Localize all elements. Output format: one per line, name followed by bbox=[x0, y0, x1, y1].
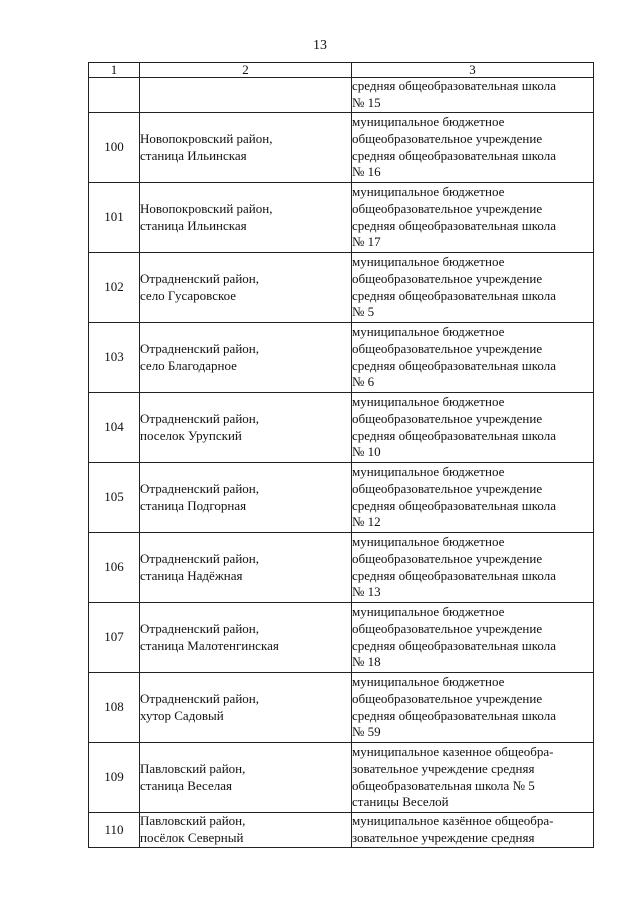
location-line: Отрадненский район, bbox=[140, 480, 259, 496]
column-header-1: 1 bbox=[89, 63, 140, 78]
location-line: Новопокровский район, bbox=[140, 130, 273, 146]
description-line: общеобразовательное учреждение bbox=[352, 340, 543, 356]
location-line: станица Надёжная bbox=[140, 567, 243, 583]
row-location bbox=[140, 253, 352, 323]
row-description bbox=[352, 113, 594, 183]
description-line: средняя общеобразовательная школа bbox=[352, 147, 556, 163]
table-row bbox=[89, 743, 594, 813]
description-line: общеобразовательное учреждение bbox=[352, 550, 543, 566]
description-line: № 16 bbox=[352, 164, 381, 180]
description-line: муниципальное бюджетное bbox=[352, 254, 505, 270]
row-description bbox=[352, 533, 594, 603]
location-line: Павловский район, bbox=[140, 813, 246, 829]
row-location bbox=[140, 813, 352, 848]
location-line: Павловский район, bbox=[140, 760, 246, 776]
row-number bbox=[89, 78, 140, 113]
table-row bbox=[89, 673, 594, 743]
row-description bbox=[352, 253, 594, 323]
row-location bbox=[140, 183, 352, 253]
row-number: 101 bbox=[89, 183, 140, 253]
row-description bbox=[352, 673, 594, 743]
table-row bbox=[89, 603, 594, 673]
column-header-3: 3 bbox=[352, 63, 594, 78]
description-line: общеобразовательное учреждение bbox=[352, 410, 543, 426]
location-line: село Благодарное bbox=[140, 357, 237, 373]
description-line: № 6 bbox=[352, 374, 375, 390]
row-number: 108 bbox=[89, 673, 140, 743]
column-header-2: 2 bbox=[140, 63, 352, 78]
row-location bbox=[140, 603, 352, 673]
description-line: средняя общеобразовательная школа bbox=[352, 357, 556, 373]
description-line: средняя общеобразовательная школа bbox=[352, 707, 556, 723]
description-line: общеобразовательное учреждение bbox=[352, 200, 543, 216]
description-line: средняя общеобразовательная школа bbox=[352, 567, 556, 583]
row-location bbox=[140, 78, 352, 113]
location-line: Отрадненский район, bbox=[140, 620, 259, 636]
description-line: муниципальное казённое общеобра- bbox=[352, 813, 554, 829]
row-location bbox=[140, 323, 352, 393]
location-line: Отрадненский район, bbox=[140, 690, 259, 706]
row-description bbox=[352, 813, 594, 848]
location-line: Отрадненский район, bbox=[140, 270, 259, 286]
row-number: 106 bbox=[89, 533, 140, 603]
description-line: муниципальное бюджетное bbox=[352, 114, 505, 130]
table-header-row bbox=[89, 63, 594, 78]
row-location bbox=[140, 463, 352, 533]
row-description bbox=[352, 393, 594, 463]
row-number: 109 bbox=[89, 743, 140, 813]
table-row bbox=[89, 463, 594, 533]
location-line: Новопокровский район, bbox=[140, 200, 273, 216]
description-line: зовательное учреждение средняя bbox=[352, 760, 535, 776]
row-description bbox=[352, 463, 594, 533]
location-line: станица Веселая bbox=[140, 777, 232, 793]
table-row bbox=[89, 113, 594, 183]
row-number: 104 bbox=[89, 393, 140, 463]
description-line: общеобразовательное учреждение bbox=[352, 130, 543, 146]
description-line: муниципальное бюджетное bbox=[352, 674, 505, 690]
description-line: № 17 bbox=[352, 234, 381, 250]
row-location bbox=[140, 673, 352, 743]
description-line: зовательное учреждение средняя bbox=[352, 830, 535, 845]
description-line: муниципальное казенное общеобра- bbox=[352, 744, 554, 760]
location-line: посёлок Северный bbox=[140, 830, 244, 845]
table-row bbox=[89, 323, 594, 393]
row-number: 107 bbox=[89, 603, 140, 673]
description-line: № 12 bbox=[352, 514, 381, 530]
table-row bbox=[89, 813, 594, 848]
location-line: Отрадненский район, bbox=[140, 550, 259, 566]
row-description bbox=[352, 323, 594, 393]
row-location bbox=[140, 533, 352, 603]
description-line: № 15 bbox=[352, 95, 381, 110]
table-row bbox=[89, 253, 594, 323]
location-line: станица Малотенгинская bbox=[140, 637, 279, 653]
description-line: общеобразовательное учреждение bbox=[352, 620, 543, 636]
description-line: муниципальное бюджетное bbox=[352, 604, 505, 620]
row-number: 103 bbox=[89, 323, 140, 393]
description-line: № 10 bbox=[352, 444, 381, 460]
description-line: средняя общеобразовательная школа bbox=[352, 217, 556, 233]
row-description bbox=[352, 78, 594, 113]
description-line: общеобразовательное учреждение bbox=[352, 270, 543, 286]
description-line: муниципальное бюджетное bbox=[352, 324, 505, 340]
table-row bbox=[89, 183, 594, 253]
row-description bbox=[352, 183, 594, 253]
description-line: средняя общеобразовательная школа bbox=[352, 427, 556, 443]
row-number: 102 bbox=[89, 253, 140, 323]
page-number: 13 bbox=[313, 38, 327, 53]
description-line: № 13 bbox=[352, 584, 381, 600]
description-line: общеобразовательное учреждение bbox=[352, 690, 543, 706]
row-description bbox=[352, 603, 594, 673]
location-line: Отрадненский район, bbox=[140, 410, 259, 426]
table-row bbox=[89, 533, 594, 603]
description-line: общеобразовательная школа № 5 bbox=[352, 777, 535, 793]
description-line: средняя общеобразовательная школа bbox=[352, 78, 556, 94]
row-number: 110 bbox=[89, 813, 140, 848]
description-line: муниципальное бюджетное bbox=[352, 464, 505, 480]
description-line: средняя общеобразовательная школа bbox=[352, 637, 556, 653]
row-number: 105 bbox=[89, 463, 140, 533]
description-line: муниципальное бюджетное bbox=[352, 534, 505, 550]
row-location bbox=[140, 743, 352, 813]
description-line: муниципальное бюджетное bbox=[352, 394, 505, 410]
row-description bbox=[352, 743, 594, 813]
description-line: № 18 bbox=[352, 654, 381, 670]
row-location bbox=[140, 113, 352, 183]
description-line: общеобразовательное учреждение bbox=[352, 480, 543, 496]
table-row bbox=[89, 393, 594, 463]
description-line: № 5 bbox=[352, 304, 375, 320]
description-line: муниципальное бюджетное bbox=[352, 184, 505, 200]
description-line: средняя общеобразовательная школа bbox=[352, 287, 556, 303]
location-line: станица Подгорная bbox=[140, 497, 247, 513]
row-location bbox=[140, 393, 352, 463]
location-line: станица Ильинская bbox=[140, 147, 247, 163]
row-number: 100 bbox=[89, 113, 140, 183]
schools-table bbox=[88, 62, 594, 848]
location-line: Отрадненский район, bbox=[140, 340, 259, 356]
description-line: № 59 bbox=[352, 724, 381, 740]
location-line: поселок Урупский bbox=[140, 427, 242, 443]
location-line: село Гусаровское bbox=[140, 287, 237, 303]
description-line: станицы Веселой bbox=[352, 794, 449, 810]
location-line: станица Ильинская bbox=[140, 217, 247, 233]
table-row bbox=[89, 78, 594, 113]
description-line: средняя общеобразовательная школа bbox=[352, 497, 556, 513]
location-line: хутор Садовый bbox=[140, 707, 224, 723]
